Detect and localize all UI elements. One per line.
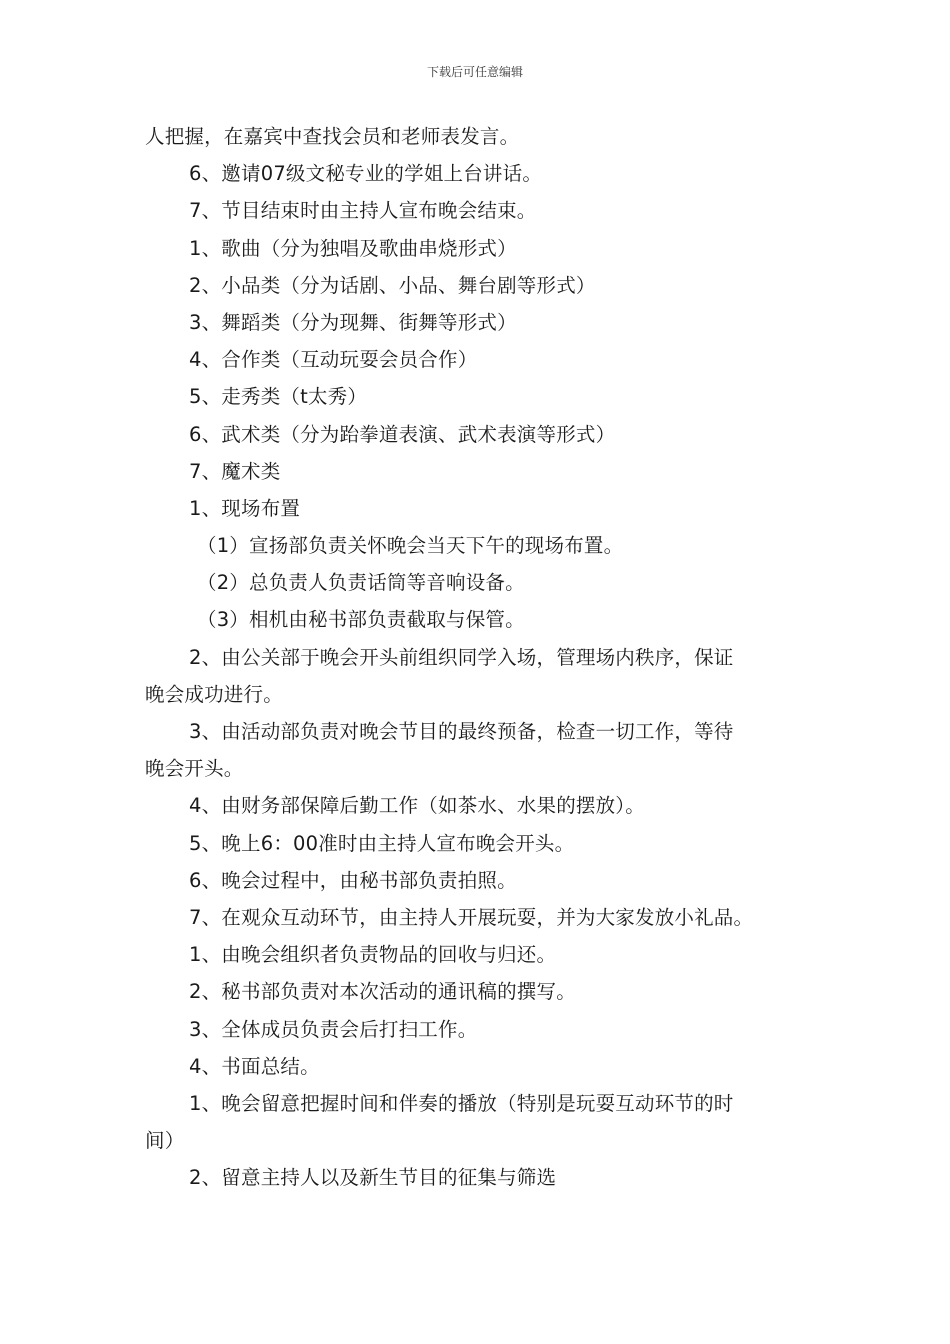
list-item: 1、歌曲（分为独唱及歌曲串烧形式） <box>189 236 517 260</box>
list-item: 1、现场布置 <box>189 496 301 520</box>
paragraph-line: 6、邀请07级文秘专业的学姐上台讲话。 <box>189 162 543 186</box>
list-item: 2、小品类（分为话剧、小品、舞台剧等形式） <box>189 273 596 297</box>
list-item: 2、秘书部负责对本次活动的通讯稿的撰写。 <box>189 980 576 1004</box>
paragraph-line: 3、由活动部负责对晚会节目的最终预备，检查一切工作，等待 <box>189 720 734 743</box>
sub-list-item: （1）宣扬部负责关怀晚会当天下午的现场布置。 <box>197 534 624 558</box>
sub-list-item: （2）总负责人负责话筒等音响设备。 <box>197 571 525 595</box>
paragraph-line: 晚会成功进行。 <box>145 682 283 706</box>
paragraph-line: 5、晚上6：00准时由主持人宣布晚会开头。 <box>189 831 575 855</box>
list-item: 7、魔术类 <box>189 459 281 483</box>
list-item: 3、全体成员负责会后打扫工作。 <box>189 1017 478 1041</box>
list-item: 6、武术类（分为跆拳道表演、武术表演等形式） <box>189 422 616 446</box>
paragraph-line: 6、晚会过程中，由秘书部负责拍照。 <box>189 868 517 892</box>
paragraph-line: 人把握，在嘉宾中查找会员和老师表发言。 <box>145 125 520 148</box>
paragraph-line: 4、由财务部保障后勤工作（如茶水、水果的摆放）。 <box>189 794 645 818</box>
list-item: 4、合作类（互动玩耍会员合作） <box>189 348 478 372</box>
page-header: 下载后可任意编辑 <box>426 65 523 79</box>
paragraph-line: 2、留意主持人以及新生节目的征集与筛选 <box>189 1166 557 1190</box>
paragraph-line: 7、节目结束时由主持人宣布晚会结束。 <box>189 199 537 223</box>
paragraph-line: 间） <box>145 1129 185 1153</box>
list-item: 5、走秀类（t太秀） <box>189 385 368 409</box>
list-item: 4、书面总结。 <box>189 1054 320 1078</box>
paragraph-line: 1、晚会留意把握时间和伴奏的播放（特别是玩耍互动环节的时 <box>189 1091 734 1115</box>
paragraph-line: 2、由公关部于晚会开头前组织同学入场，管理场内秩序，保证 <box>189 645 734 669</box>
document-body <box>145 118 815 1196</box>
paragraph-line: 7、在观众互动环节，由主持人开展玩耍，并为大家发放小礼品。 <box>189 905 754 929</box>
sub-list-item: （3）相机由秘书部负责截取与保管。 <box>197 608 525 632</box>
list-item: 3、舞蹈类（分为现舞、街舞等形式） <box>189 310 517 334</box>
list-item: 1、由晚会组织者负责物品的回收与归还。 <box>189 943 557 967</box>
paragraph-line: 晚会开头。 <box>145 757 244 781</box>
